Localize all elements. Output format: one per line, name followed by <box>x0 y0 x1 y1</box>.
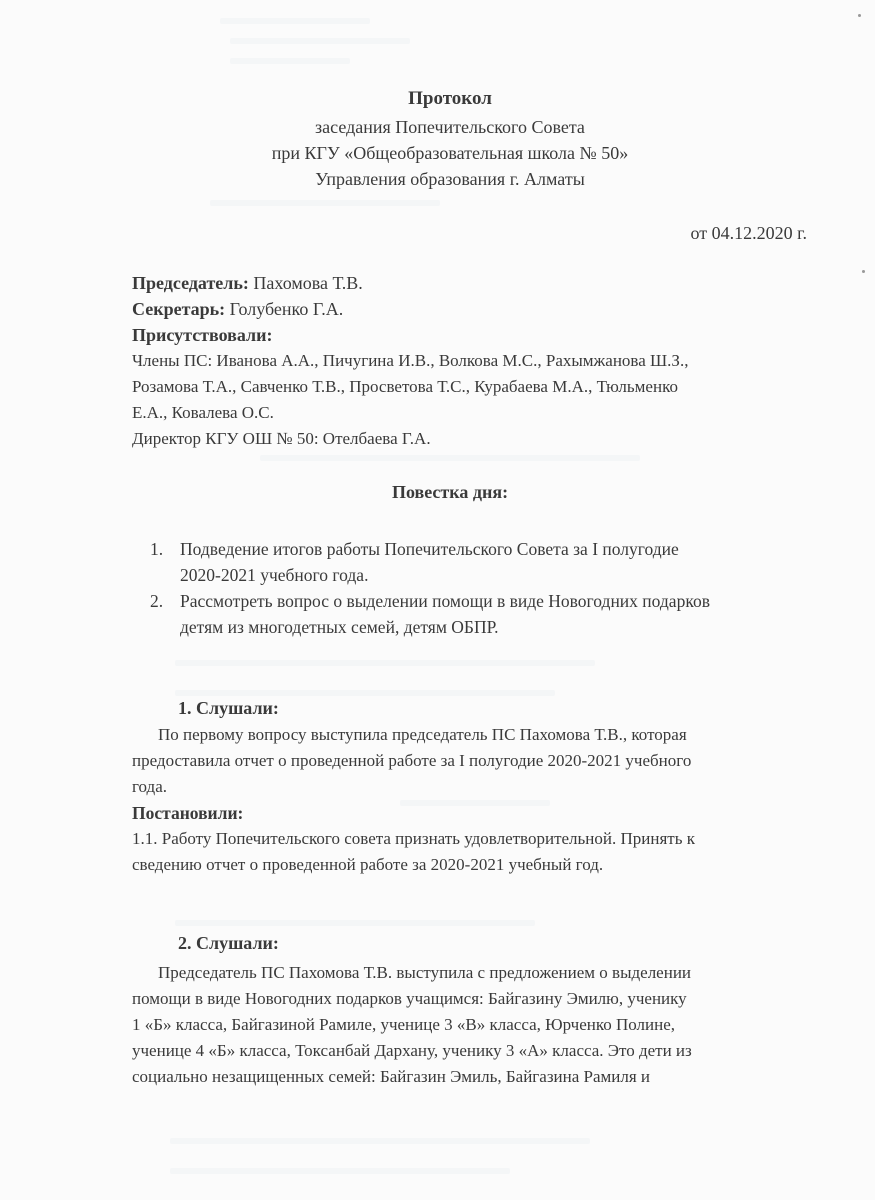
bleed-through-mark <box>175 690 555 696</box>
present-label: Присутствовали: <box>132 325 273 345</box>
agenda-item-line: Подведение итогов работы Попечительского Совета за I полугодие <box>180 539 679 559</box>
bleed-through-mark <box>210 200 440 206</box>
section1-line-3: года. <box>132 777 168 796</box>
agenda-list <box>150 536 820 640</box>
section2-line-3: 1 «Б» класса, Байгазиной Рамиле, ученице 3 «В» класса, Юрченко Полине, <box>132 1015 676 1034</box>
bleed-through-mark <box>230 58 350 64</box>
document-title: Протокол <box>408 88 492 109</box>
section2-line-1: Председатель ПС Пахомова Т.В. выступила с предложением о выделении <box>158 963 692 982</box>
section1-line-2: предоставила отчет о проведенной работе за I полугодие 2020-2021 учебного <box>132 751 692 770</box>
agenda-item-number: 2. <box>150 591 164 611</box>
agenda-heading: Повестка дня: <box>391 482 509 502</box>
header-line-1: заседания Попечительского Совета <box>315 117 585 137</box>
agenda-item-number: 1. <box>150 539 164 559</box>
members-line-3: Е.А., Ковалева О.С. <box>132 403 274 422</box>
document-date: от 04.12.2020 г. <box>690 223 807 243</box>
agenda-item-line: детям из многодетных семей, детям ОБПР. <box>180 617 499 637</box>
chair-name: Пахомова Т.В. <box>253 273 363 293</box>
section2-line-4: ученице 4 «Б» класса, Токсанбай Дархану, ученику 3 «А» класса. Это дети из <box>132 1041 692 1060</box>
agenda-item <box>150 536 820 588</box>
bleed-through-mark <box>400 800 550 806</box>
bleed-through-mark <box>170 1138 590 1144</box>
section1-resolved-line-2: сведению отчет о проведенной работе за 2020-2021 учебный год. <box>132 855 604 874</box>
bleed-through-mark <box>170 1168 510 1174</box>
header-line-2: при КГУ «Общеобразовательная школа № 50» <box>271 143 629 163</box>
scan-speck <box>858 14 861 17</box>
members-line-2: Розамова Т.А., Савченко Т.В., Просветова Т.С., Курабаева М.А., Тюльменко <box>132 377 678 396</box>
members-line-1: Члены ПС: Иванова А.А., Пичугина И.В., Волкова М.С., Рахымжанова Ш.З., <box>132 351 689 370</box>
agenda-item-line: 2020-2021 учебного года. <box>180 565 369 585</box>
bleed-through-mark <box>175 920 535 926</box>
section2-heading: 2. Слушали: <box>178 933 279 953</box>
secretary-name: Голубенко Г.А. <box>229 299 344 319</box>
scan-speck <box>862 270 865 273</box>
section1-heading: 1. Слушали: <box>178 698 279 718</box>
director-line: Директор КГУ ОШ № 50: Отелбаева Г.А. <box>132 429 431 448</box>
section2-line-2: помощи в виде Новогодних подарков учащимся: Байгазину Эмилю, ученику <box>132 989 687 1008</box>
chair-line <box>132 270 363 296</box>
agenda-item <box>150 588 820 640</box>
secretary-line <box>132 296 343 322</box>
section1-resolved-line-1: 1.1. Работу Попечительского совета признать удовлетворительной. Принять к <box>132 829 695 848</box>
header-line-3: Управления образования г. Алматы <box>315 169 585 189</box>
agenda-item-line: Рассмотреть вопрос о выделении помощи в виде Новогодних подарков <box>180 591 710 611</box>
bleed-through-mark <box>260 455 640 461</box>
chair-label: Председатель: <box>132 273 249 293</box>
section2-line-5: социально незащищенных семей: Байгазин Эмиль, Байгазина Рамиля и <box>132 1067 651 1086</box>
bleed-through-mark <box>220 18 370 24</box>
section1-line-1: По первому вопросу выступила председатель ПС Пахомова Т.В., которая <box>158 725 687 744</box>
section1-resolved-label: Постановили: <box>132 803 244 823</box>
bleed-through-mark <box>230 38 410 44</box>
secretary-label: Секретарь: <box>132 299 226 319</box>
bleed-through-mark <box>175 660 595 666</box>
